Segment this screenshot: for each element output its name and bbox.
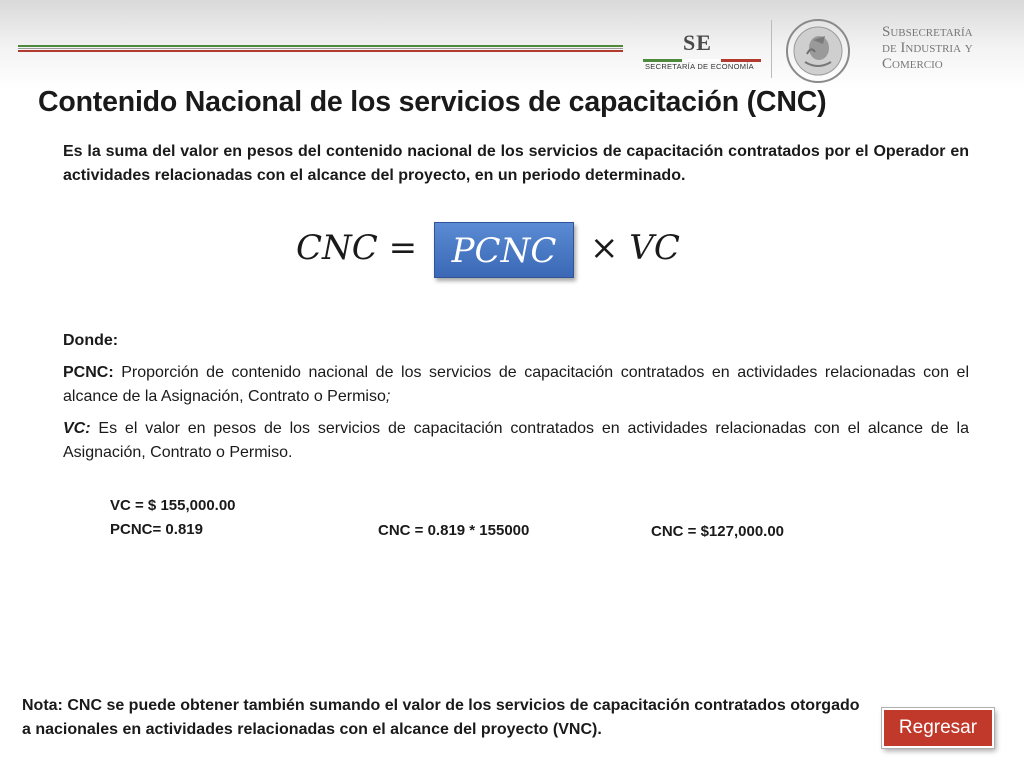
se-logo-letters: SE [683, 30, 712, 55]
subsecretaria-label [882, 24, 973, 72]
se-logo [643, 30, 761, 75]
header-stripes [18, 45, 623, 53]
subsecretaria-line-1: Subsecretaría [882, 24, 973, 40]
definitions [63, 329, 969, 465]
pcnc-definition [63, 361, 969, 409]
pcnc-text: Proporción de contenido nacional de los servicios de capacitación contratados en actividades relacionadas con el alcance de la Asignación, Contrato o Permiso [63, 364, 969, 405]
formula-pcnc-box[interactable]: PCNC [434, 222, 574, 278]
pcnc-text-end: ; [385, 388, 391, 405]
formula-lhs: CNC = [296, 228, 418, 268]
header-divider [771, 20, 772, 78]
subsecretaria-line-2: de Industria y [882, 40, 973, 56]
vc-text: Es el valor en pesos de los servicios de capacitación contratados en actividades relacionadas con el alcance de la Asignación, Contrato o Permiso. [63, 420, 969, 461]
example-calculation: CNC = 0.819 * 155000 [378, 522, 530, 539]
intro-paragraph: Es la suma del valor en pesos del contenido nacional de los servicios de capacitación contratados por el Operador en actividades relacionadas con el alcance del proyecto, en un periodo determinado. [63, 143, 969, 184]
example-pcnc-value: PCNC= 0.819 [110, 521, 203, 538]
vc-term: VC: [63, 420, 91, 437]
pcnc-term: PCNC: [63, 364, 114, 381]
se-logo-subtitle: SECRETARÍA DE ECONOMÍA [645, 62, 754, 71]
example-vc-value: VC = $ 155,000.00 [110, 497, 236, 514]
example-result: CNC = $127,000.00 [651, 523, 785, 540]
mexican-coat-of-arms-seal-icon [785, 18, 851, 84]
cnc-formula [296, 222, 696, 280]
back-button[interactable]: Regresar [882, 708, 994, 748]
where-label: Donde: [63, 332, 119, 349]
vc-definition [63, 417, 969, 465]
note-paragraph: Nota: CNC se puede obtener también sumando el valor de los servicios de capacitación contratados otorgado a nacionales en actividades relacionadas con el alcance del proyecto (VNC). [22, 697, 860, 738]
formula-rhs: × VC [590, 228, 680, 268]
slide-title: Contenido Nacional de los servicios de capacitación (CNC) [38, 86, 827, 118]
subsecretaria-line-3: Comercio [882, 56, 943, 72]
